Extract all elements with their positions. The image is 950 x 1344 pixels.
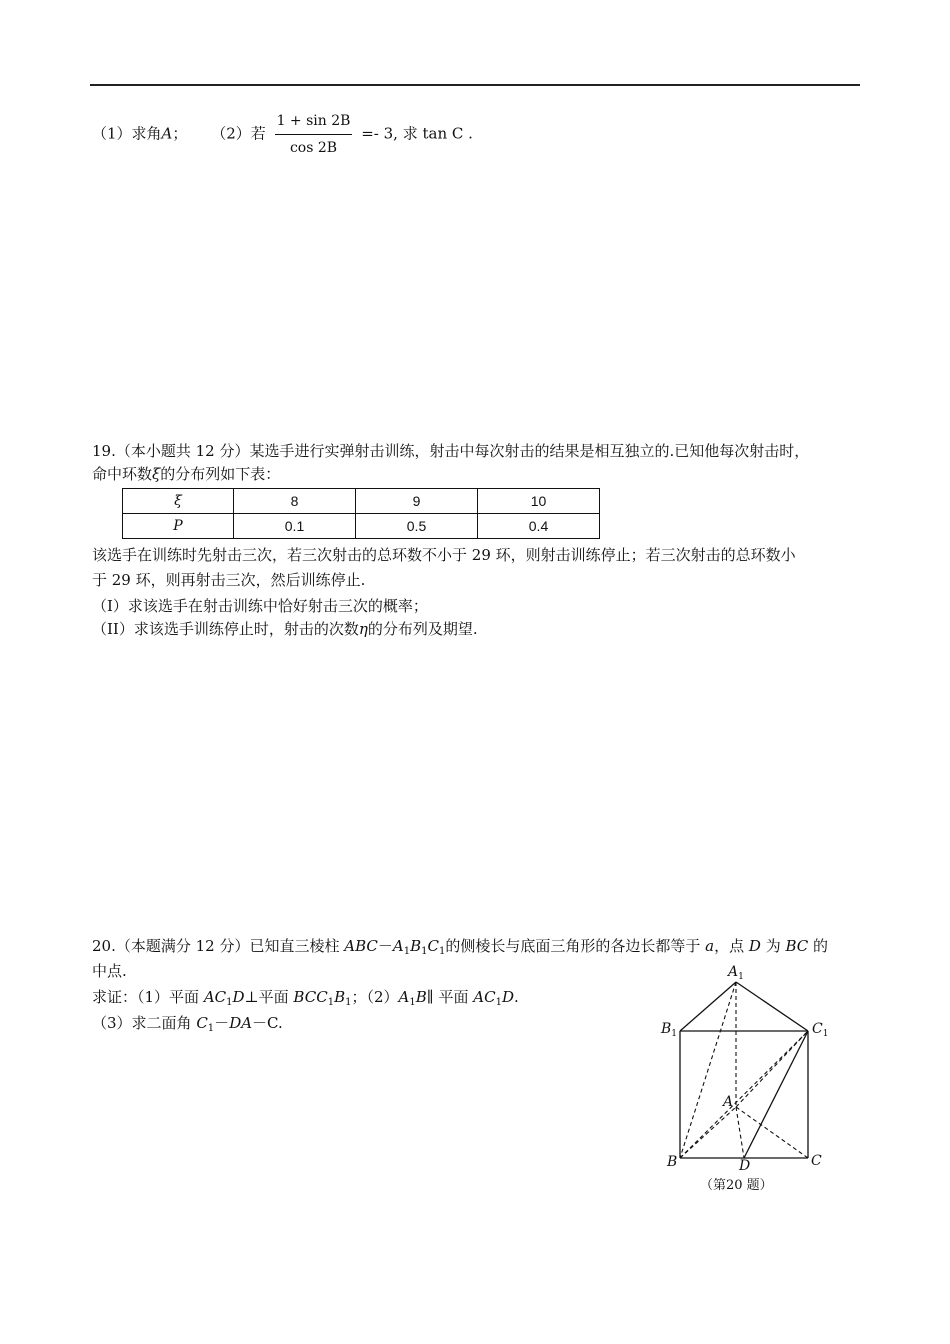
q20-text: （3）求二面角 bbox=[92, 1014, 197, 1032]
q20-math: C bbox=[196, 1014, 208, 1032]
figure-caption: （第20 题） bbox=[700, 1178, 773, 1193]
label-a: A bbox=[723, 1094, 734, 1110]
table-cell: 10 bbox=[478, 489, 600, 514]
table-header-xi: ξ bbox=[123, 489, 234, 514]
q19-line2 bbox=[92, 463, 280, 485]
q20-parts bbox=[92, 986, 519, 1014]
q20-math: C bbox=[484, 988, 496, 1006]
q19-text1: 该选手在训练时先射击三次，若三次射击的总环数不小于 29 环，则射击训练停止；若三次射击的总环数小 bbox=[92, 546, 796, 564]
q18-part1-end: ； bbox=[172, 124, 188, 143]
table-cell: 9 bbox=[356, 489, 478, 514]
table-row bbox=[123, 489, 600, 514]
table-cell: 8 bbox=[234, 489, 356, 514]
q20-sub: 1 bbox=[421, 946, 428, 957]
q20-math: A bbox=[392, 937, 404, 955]
q20-math: B bbox=[334, 988, 346, 1006]
q19-line2-pre: 命中环数 bbox=[92, 465, 153, 483]
header-rule bbox=[90, 84, 860, 86]
label-d: D bbox=[739, 1158, 751, 1174]
q20-math: A bbox=[203, 988, 215, 1006]
q20-sub: 1 bbox=[439, 946, 446, 957]
q20-sub: 1 bbox=[409, 997, 416, 1008]
q20-sub: 1 bbox=[226, 997, 233, 1008]
q20-text: . bbox=[513, 988, 519, 1006]
q20-sub: 1 bbox=[327, 997, 335, 1008]
q20-math: C bbox=[427, 937, 439, 955]
label-c1: $C_1$ bbox=[812, 1021, 829, 1039]
q19-xi: ξ bbox=[152, 465, 161, 483]
edge-a-d bbox=[736, 1107, 744, 1158]
q20-sub: 1 bbox=[207, 1023, 215, 1034]
table-cell: 0.1 bbox=[234, 514, 356, 539]
edge-a-c bbox=[736, 1107, 808, 1158]
q20-part3 bbox=[92, 1012, 283, 1040]
q20-text: 20.（本题满分 12 分）已知直三棱柱 bbox=[92, 937, 345, 955]
q19-part2-pre: （II）求该选手训练停止时，射击的次数 bbox=[92, 620, 359, 638]
q18-eq-text: =- 3, 求 tan C . bbox=[361, 124, 473, 143]
table-cell: 0.4 bbox=[478, 514, 600, 539]
prism-figure bbox=[655, 960, 855, 1175]
q19-text2: 于 29 环，则再射击三次，然后训练停止. bbox=[92, 571, 366, 589]
table-cell: 0.5 bbox=[356, 514, 478, 539]
q20-text: ；（2） bbox=[351, 988, 399, 1006]
label-b1: $B_1$ bbox=[661, 1021, 678, 1039]
q20-math: DA bbox=[229, 1014, 253, 1032]
q20-math: C bbox=[304, 988, 317, 1006]
label-c: C bbox=[811, 1153, 822, 1169]
q20-math: B bbox=[415, 988, 427, 1006]
q18-numerator: 1 + sin 2B bbox=[275, 110, 353, 135]
q19-part1: （I）求该选手在射击训练中恰好射击三次的概率； bbox=[92, 597, 428, 615]
label-a1: $A_1$ bbox=[728, 964, 744, 982]
q18-fraction bbox=[275, 110, 353, 159]
q20-math: D bbox=[748, 937, 761, 955]
q20-text: 的侧棱长与底面三角形的各边长都等于 bbox=[445, 937, 706, 955]
q20-math: BC bbox=[785, 937, 809, 955]
edge-c1-d bbox=[744, 1031, 808, 1158]
q20-line2: 中点. bbox=[92, 962, 127, 980]
q19-header: 19.（本小题共 12 分）某选手进行实弹射击训练，射击中每次射击的结果是相互独立的.已知他每次射击时， bbox=[92, 442, 810, 460]
q20-sub: 1 bbox=[345, 997, 352, 1008]
q20-math: C bbox=[214, 988, 227, 1006]
q20-math: A bbox=[398, 988, 410, 1006]
q20-math: C bbox=[316, 988, 328, 1006]
distribution-table bbox=[122, 488, 600, 539]
q20-math: A bbox=[473, 988, 485, 1006]
q20-text: ，点 bbox=[714, 937, 749, 955]
edge-a1-c1 bbox=[736, 982, 808, 1031]
q20-text: ⊥平面 bbox=[244, 988, 294, 1006]
q20-sub: 1 bbox=[403, 946, 411, 957]
q20-text: －C. bbox=[252, 1014, 283, 1032]
q20-text: 的 bbox=[808, 937, 829, 955]
q20-math: D bbox=[501, 988, 514, 1006]
edge-b-c1 bbox=[680, 1031, 808, 1158]
q20-text: － bbox=[377, 937, 393, 955]
q20-header bbox=[92, 935, 828, 963]
table-row bbox=[123, 514, 600, 539]
edge-b1-a1 bbox=[680, 982, 736, 1031]
q20-sub: 1 bbox=[495, 997, 502, 1008]
q20-math: B bbox=[410, 937, 422, 955]
q19-part2-post: 的分布列及期望. bbox=[367, 620, 478, 638]
q18-part1-var: A bbox=[161, 124, 173, 143]
q19-eta: η bbox=[358, 620, 368, 638]
q18-part1-label: （1）求角 bbox=[92, 124, 162, 143]
q19-line2-post: 的分布列如下表： bbox=[160, 465, 281, 483]
q19-part2 bbox=[92, 618, 478, 640]
edge-a1-b bbox=[680, 982, 736, 1158]
q20-text: 求证：（1）平面 bbox=[92, 988, 204, 1006]
q20-text: 为 bbox=[760, 937, 786, 955]
q20-math: D bbox=[232, 988, 245, 1006]
q20-text: ∥ 平面 bbox=[426, 988, 474, 1006]
q18-denominator: cos 2B bbox=[289, 140, 338, 156]
q18-part2-label: （2）若 bbox=[211, 124, 266, 143]
q18-parts bbox=[92, 110, 473, 159]
q20-math: B bbox=[293, 988, 305, 1006]
q20-text: － bbox=[214, 1014, 230, 1032]
q20-math: ABC bbox=[344, 937, 378, 955]
label-b: B bbox=[667, 1154, 678, 1170]
q20-math: a bbox=[705, 937, 715, 955]
table-header-p: P bbox=[123, 514, 234, 539]
